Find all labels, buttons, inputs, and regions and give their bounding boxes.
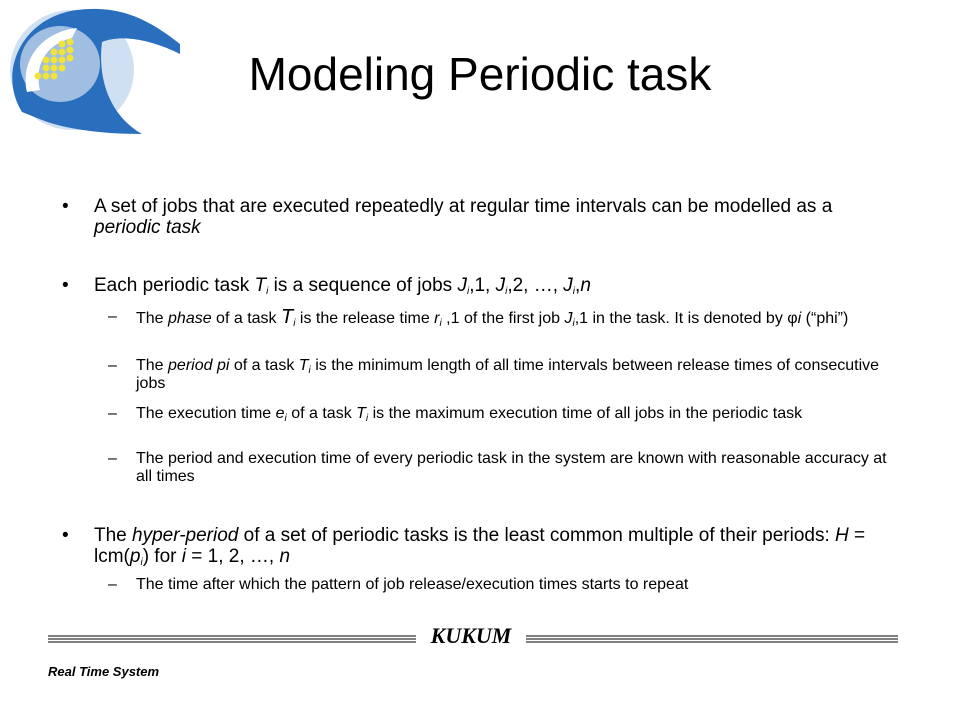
sub-bullet-text: The time after which the pattern of job release/execution times starts to repeat bbox=[136, 576, 689, 593]
sub-bullet-dash: – bbox=[108, 357, 117, 374]
sub-bullet-dash: – bbox=[108, 576, 117, 593]
bullet-dot: • bbox=[62, 275, 69, 296]
sub-bullet-text: The period pi of a task $T_i$ is the minimum length of all time intervals between release times of consecutive jobs bbox=[136, 357, 880, 392]
bullet-dot: • bbox=[62, 525, 69, 546]
bullet-dot: • bbox=[62, 196, 69, 217]
sub-bullet-dash: – bbox=[108, 405, 117, 422]
sub-bullet-dash: – bbox=[108, 450, 117, 467]
sub-bullet-dash: – bbox=[108, 308, 117, 325]
slide-title: Modeling Periodic task bbox=[248, 48, 712, 100]
footer-course-name: Real Time System bbox=[48, 664, 160, 679]
sub-bullet-text: The phase of a task $T_i$ is the release time $r_i$ ,1 of the first job $J_i,1$ in the task. It is denoted by φi (“phi”) bbox=[136, 306, 849, 329]
sub-bullet-text: The period and execution time of every periodic task in the system are known with reasonable accuracy at all times bbox=[136, 450, 887, 485]
bullet-text: A set of jobs that are executed repeatedly at regular time intervals can be modelled as a periodic task bbox=[94, 196, 833, 238]
bullet-text: Each periodic task $T_i$ is a sequence of jobs $J_i,1$, $J_i,2$, …, $J_i,n$ bbox=[94, 275, 591, 297]
bullet-text: The hyper-period of a set of periodic tasks is the least common multiple of their periods: $H = lcm(p_i)$ for i = 1, 2, …, n bbox=[94, 525, 866, 568]
footer-brand: KUKUM bbox=[416, 621, 526, 651]
sub-bullet-text: The execution time $e_i$ of a task $T_i$ is the maximum execution time of all jobs in the periodic task bbox=[136, 405, 803, 424]
